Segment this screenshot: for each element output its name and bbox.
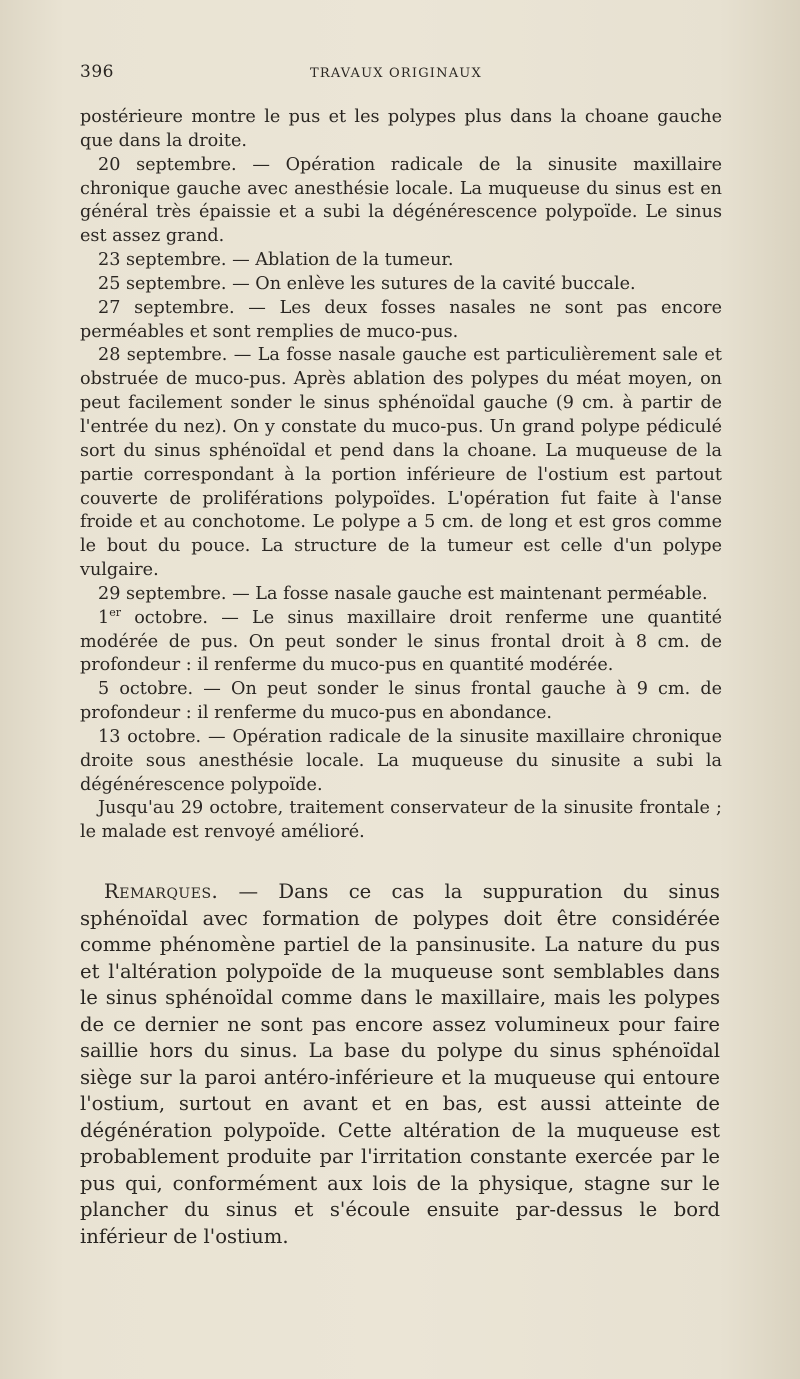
journal-entry: 27 septembre. — Les deux fosses nasales ne sont pas encore perméables et sont remplies de muco-pus. (80, 297, 722, 342)
running-title: TRAVAUX ORIGINAUX (310, 66, 482, 81)
journal-entry-text: octobre. — Le sinus maxillaire droit renferme une quantité modérée de pus. On peut sonder le sinus frontal droit à 8 cm. de profondeur : il renferme du muco-pus en quantité modérée. (80, 607, 722, 676)
journal-entry: 5 octobre. — On peut sonder le sinus frontal gauche à 9 cm. de profondeur : il renferme du muco-pus en abondance. (80, 679, 722, 724)
journal-entry: 13 octobre. — Opération radicale de la sinusite maxillaire chronique droite sous anesthésie locale. La muqueuse du sinusite a subi la dégénérescence polypoïde. (80, 726, 722, 795)
remarks-heading: Remarques. (104, 880, 219, 903)
page-header (80, 62, 720, 86)
journal-entry: 25 septembre. — On enlève les sutures de la cavité buccale. (98, 273, 636, 294)
page-number: 396 (80, 62, 114, 82)
remarks-body: — Dans ce cas la suppuration du sinus sphénoïdal avec formation de polypes doit être considérée comme phénomène partiel de la pansinusite. La nature du pus et l'altération polypoïde de la muqueuse sont semblables dans le sinus sphénoïdal comme dans le maxillaire, mais les polypes de ce dernier ne sont pas encore assez volumineux pour faire saillie hors du sinus. La base du polype du sinus sphénoïdal siège sur la paroi antéro-inférieure et la muqueuse qui entoure l'ostium, surtout en avant et en bas, est aussi atteinte de dégénération polypoïde. Cette altération de la muqueuse est probablement produite par l'irritation constante exercée par le pus qui, conformément aux lois de la physique, stagne sur le plancher du sinus et s'écoule ensuite par-dessus le bord inférieur de l'ostium. (80, 880, 720, 1248)
journal-entry: 28 septembre. — La fosse nasale gauche est particulièrement sale et obstruée de muco-pus. Après ablation des polypes du méat moyen, on peut facilement sonder le sinus sphénoïdal gauche (9 cm. à partir de l'entrée du nez). On y constate du muco-pus. Un grand polype pédiculé sort du sinus sphénoïdal et pend dans la choane. La muqueuse de la partie correspondant à la portion inférieure de l'ostium est partout couverte de proliférations polypoïdes. L'opération fut faite à l'anse froide et au conchotome. Le polype a 5 cm. de long et est gros comme le bout du pouce. La structure de la tumeur est celle d'un polype vulgaire. (80, 345, 722, 581)
ordinal-suffix: er (109, 605, 121, 619)
journal-entry: 23 septembre. — Ablation de la tumeur. (98, 250, 454, 271)
journal-entry: Jusqu'au 29 octobre, traitement conservateur de la sinusite frontale ; le malade est renvoyé amélioré. (80, 798, 722, 843)
journal-entry: 20 septembre. — Opération radicale de la sinusite maxillaire chronique gauche avec anesthésie locale. La muqueuse du sinus est en général très épaissie et a subi la dégénérescence polypoïde. Le sinus est assez grand. (80, 154, 722, 247)
remarks-paragraph (80, 879, 720, 1250)
case-journal (80, 106, 722, 845)
journal-paragraph: postérieure montre le pus et les polypes plus dans la choane gauche que dans la droite. (80, 107, 722, 151)
journal-entry (80, 607, 722, 679)
journal-entry-day: 1 (98, 607, 110, 628)
journal-entry: 29 septembre. — La fosse nasale gauche est maintenant perméable. (98, 583, 708, 604)
